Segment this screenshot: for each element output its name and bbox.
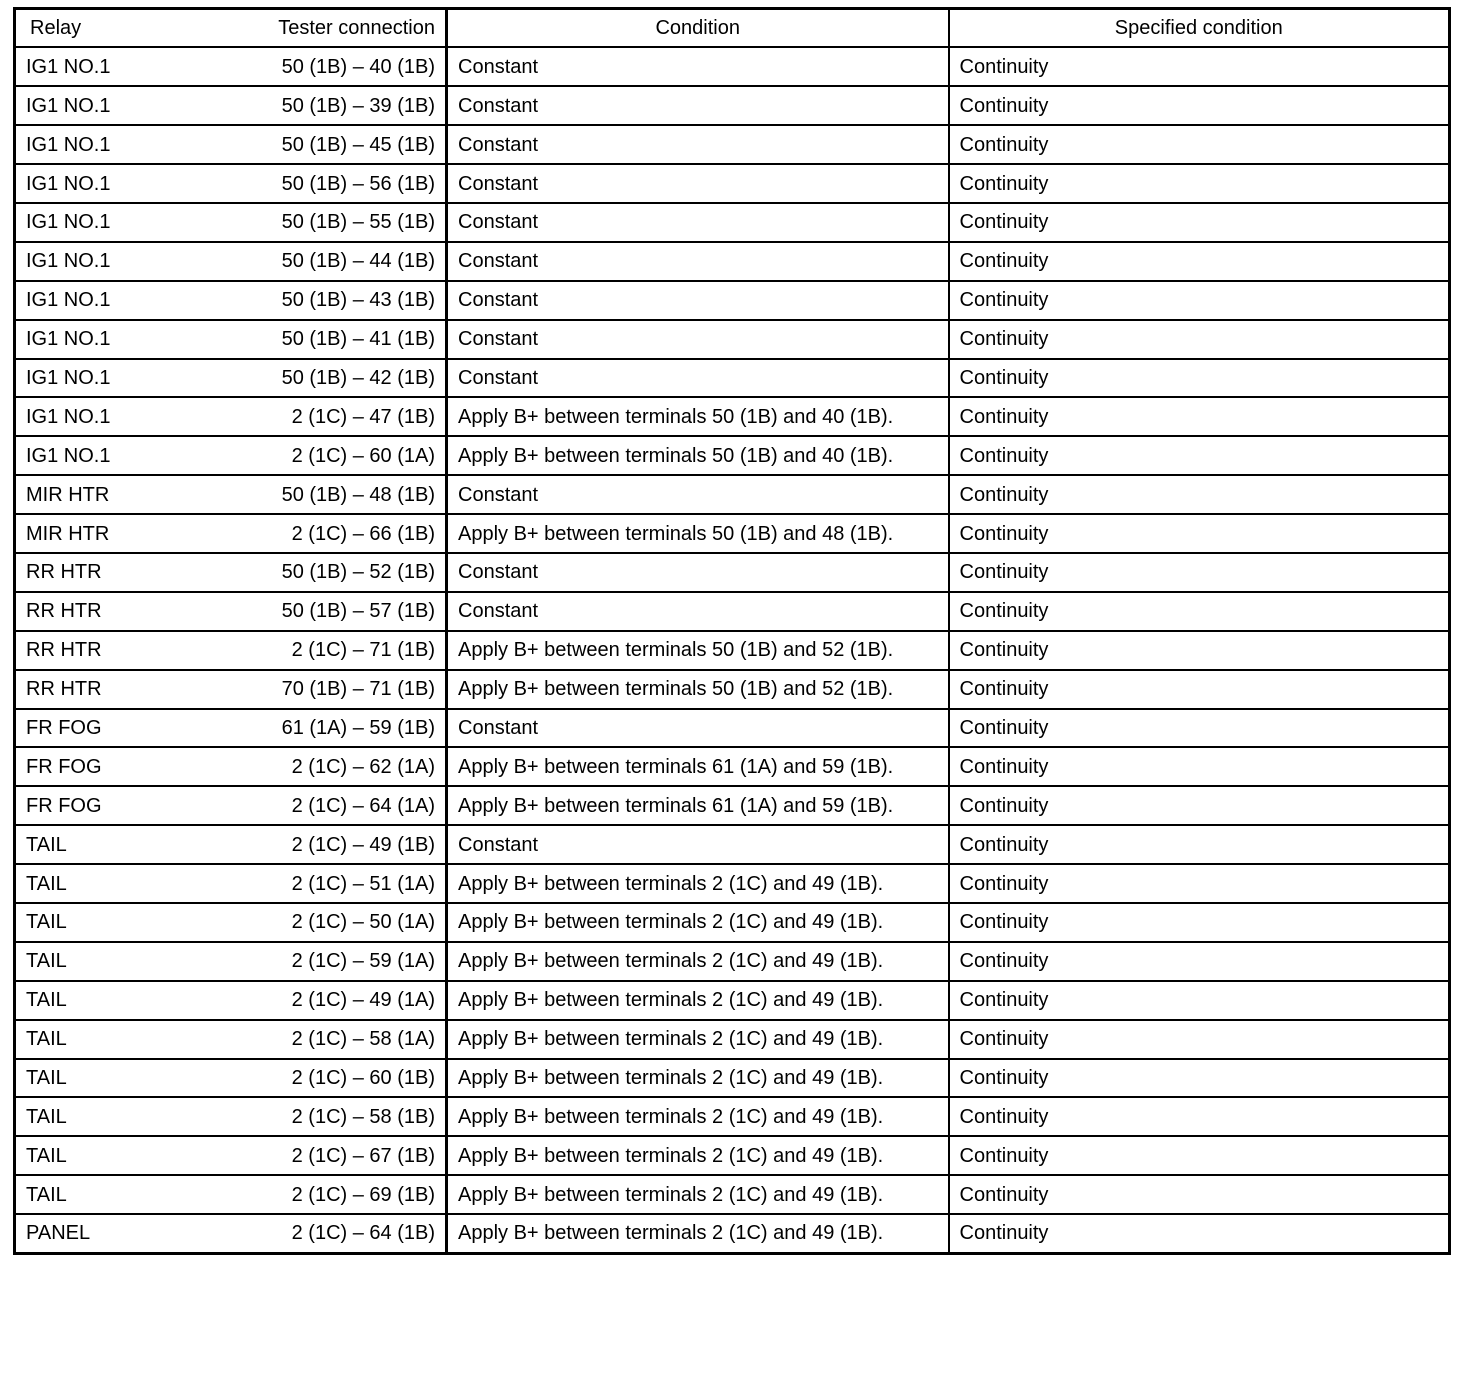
header-tester-connection: Tester connection: [185, 9, 447, 48]
cell-tester-connection: 61 (1A) – 59 (1B): [185, 709, 447, 748]
cell-relay: IG1 NO.1: [15, 86, 185, 125]
cell-condition: Constant: [447, 320, 949, 359]
cell-relay: IG1 NO.1: [15, 397, 185, 436]
relay-continuity-table: [13, 7, 1451, 1255]
cell-specified-condition: Continuity: [949, 709, 1450, 748]
cell-condition: Apply B+ between terminals 2 (1C) and 49 (1B).: [447, 1136, 949, 1175]
cell-condition: Constant: [447, 242, 949, 281]
cell-relay: IG1 NO.1: [15, 436, 185, 475]
cell-condition: Constant: [447, 125, 949, 164]
table-row: [15, 1020, 1450, 1059]
cell-relay: IG1 NO.1: [15, 242, 185, 281]
cell-tester-connection: 50 (1B) – 52 (1B): [185, 553, 447, 592]
table-row: [15, 86, 1450, 125]
table-row: [15, 592, 1450, 631]
cell-specified-condition: Continuity: [949, 942, 1450, 981]
cell-condition: Constant: [447, 592, 949, 631]
cell-condition: Constant: [447, 709, 949, 748]
cell-condition: Apply B+ between terminals 2 (1C) and 49 (1B).: [447, 1097, 949, 1136]
table-row: [15, 242, 1450, 281]
table-row: [15, 1059, 1450, 1098]
cell-condition: Constant: [447, 359, 949, 398]
cell-tester-connection: 2 (1C) – 51 (1A): [185, 864, 447, 903]
cell-condition: Constant: [447, 164, 949, 203]
cell-relay: TAIL: [15, 981, 185, 1020]
cell-tester-connection: 2 (1C) – 58 (1A): [185, 1020, 447, 1059]
cell-condition: Apply B+ between terminals 50 (1B) and 40 (1B).: [447, 436, 949, 475]
cell-tester-connection: 50 (1B) – 41 (1B): [185, 320, 447, 359]
table-body: [15, 47, 1450, 1253]
cell-tester-connection: 50 (1B) – 40 (1B): [185, 47, 447, 86]
table-row: [15, 1136, 1450, 1175]
cell-relay: IG1 NO.1: [15, 203, 185, 242]
cell-relay: RR HTR: [15, 670, 185, 709]
cell-relay: IG1 NO.1: [15, 47, 185, 86]
cell-relay: TAIL: [15, 1097, 185, 1136]
cell-tester-connection: 50 (1B) – 48 (1B): [185, 475, 447, 514]
cell-specified-condition: Continuity: [949, 903, 1450, 942]
header-relay: Relay: [15, 9, 185, 48]
cell-tester-connection: 50 (1B) – 44 (1B): [185, 242, 447, 281]
cell-specified-condition: Continuity: [949, 164, 1450, 203]
cell-tester-connection: 2 (1C) – 47 (1B): [185, 397, 447, 436]
cell-tester-connection: 70 (1B) – 71 (1B): [185, 670, 447, 709]
cell-condition: Constant: [447, 281, 949, 320]
cell-condition: Apply B+ between terminals 50 (1B) and 48 (1B).: [447, 514, 949, 553]
cell-tester-connection: 2 (1C) – 64 (1A): [185, 786, 447, 825]
header-condition: Condition: [447, 9, 949, 48]
cell-relay: TAIL: [15, 942, 185, 981]
cell-specified-condition: Continuity: [949, 125, 1450, 164]
cell-relay: IG1 NO.1: [15, 281, 185, 320]
cell-tester-connection: 50 (1B) – 55 (1B): [185, 203, 447, 242]
cell-relay: TAIL: [15, 903, 185, 942]
table-row: [15, 47, 1450, 86]
cell-specified-condition: Continuity: [949, 203, 1450, 242]
cell-condition: Constant: [447, 825, 949, 864]
table-row: [15, 359, 1450, 398]
cell-relay: TAIL: [15, 1136, 185, 1175]
cell-relay: IG1 NO.1: [15, 320, 185, 359]
cell-relay: FR FOG: [15, 747, 185, 786]
cell-relay: MIR HTR: [15, 475, 185, 514]
cell-specified-condition: Continuity: [949, 631, 1450, 670]
cell-tester-connection: 50 (1B) – 57 (1B): [185, 592, 447, 631]
cell-relay: TAIL: [15, 864, 185, 903]
table-row: [15, 553, 1450, 592]
cell-specified-condition: Continuity: [949, 242, 1450, 281]
cell-tester-connection: 2 (1C) – 71 (1B): [185, 631, 447, 670]
cell-relay: TAIL: [15, 825, 185, 864]
cell-tester-connection: 2 (1C) – 69 (1B): [185, 1175, 447, 1214]
cell-specified-condition: Continuity: [949, 747, 1450, 786]
cell-specified-condition: Continuity: [949, 281, 1450, 320]
cell-condition: Apply B+ between terminals 2 (1C) and 49 (1B).: [447, 1020, 949, 1059]
cell-tester-connection: 50 (1B) – 42 (1B): [185, 359, 447, 398]
cell-condition: Apply B+ between terminals 2 (1C) and 49 (1B).: [447, 981, 949, 1020]
cell-relay: TAIL: [15, 1020, 185, 1059]
table-row: [15, 709, 1450, 748]
table-row: [15, 436, 1450, 475]
cell-condition: Constant: [447, 553, 949, 592]
cell-specified-condition: Continuity: [949, 514, 1450, 553]
cell-condition: Apply B+ between terminals 2 (1C) and 49 (1B).: [447, 1214, 949, 1253]
table-row: [15, 125, 1450, 164]
cell-condition: Constant: [447, 47, 949, 86]
cell-specified-condition: Continuity: [949, 1175, 1450, 1214]
cell-condition: Apply B+ between terminals 61 (1A) and 59 (1B).: [447, 786, 949, 825]
cell-relay: RR HTR: [15, 553, 185, 592]
cell-tester-connection: 2 (1C) – 59 (1A): [185, 942, 447, 981]
cell-specified-condition: Continuity: [949, 670, 1450, 709]
table-row: [15, 1175, 1450, 1214]
table-row: [15, 747, 1450, 786]
table-row: [15, 514, 1450, 553]
cell-specified-condition: Continuity: [949, 1059, 1450, 1098]
table-row: [15, 903, 1450, 942]
cell-relay: IG1 NO.1: [15, 125, 185, 164]
cell-specified-condition: Continuity: [949, 1214, 1450, 1253]
table-row: [15, 786, 1450, 825]
cell-tester-connection: 50 (1B) – 43 (1B): [185, 281, 447, 320]
table-row: [15, 825, 1450, 864]
table-row: [15, 864, 1450, 903]
cell-tester-connection: 2 (1C) – 67 (1B): [185, 1136, 447, 1175]
cell-tester-connection: 50 (1B) – 39 (1B): [185, 86, 447, 125]
cell-tester-connection: 50 (1B) – 56 (1B): [185, 164, 447, 203]
cell-specified-condition: Continuity: [949, 825, 1450, 864]
cell-tester-connection: 2 (1C) – 64 (1B): [185, 1214, 447, 1253]
cell-condition: Apply B+ between terminals 50 (1B) and 52 (1B).: [447, 670, 949, 709]
cell-specified-condition: Continuity: [949, 397, 1450, 436]
table-row: [15, 203, 1450, 242]
cell-specified-condition: Continuity: [949, 981, 1450, 1020]
cell-condition: Apply B+ between terminals 2 (1C) and 49 (1B).: [447, 1175, 949, 1214]
cell-condition: Constant: [447, 475, 949, 514]
cell-tester-connection: 2 (1C) – 58 (1B): [185, 1097, 447, 1136]
cell-relay: MIR HTR: [15, 514, 185, 553]
cell-tester-connection: 50 (1B) – 45 (1B): [185, 125, 447, 164]
table-row: [15, 631, 1450, 670]
cell-tester-connection: 2 (1C) – 49 (1B): [185, 825, 447, 864]
cell-specified-condition: Continuity: [949, 475, 1450, 514]
cell-specified-condition: Continuity: [949, 359, 1450, 398]
relay-inspection-sheet: [13, 7, 1448, 1255]
table-row: [15, 475, 1450, 514]
table-row: [15, 670, 1450, 709]
cell-tester-connection: 2 (1C) – 49 (1A): [185, 981, 447, 1020]
cell-relay: TAIL: [15, 1175, 185, 1214]
table-row: [15, 397, 1450, 436]
cell-relay: FR FOG: [15, 786, 185, 825]
cell-relay: RR HTR: [15, 631, 185, 670]
cell-condition: Apply B+ between terminals 2 (1C) and 49 (1B).: [447, 864, 949, 903]
cell-specified-condition: Continuity: [949, 1097, 1450, 1136]
cell-relay: TAIL: [15, 1059, 185, 1098]
cell-specified-condition: Continuity: [949, 786, 1450, 825]
cell-relay: IG1 NO.1: [15, 164, 185, 203]
cell-tester-connection: 2 (1C) – 60 (1A): [185, 436, 447, 475]
table-row: [15, 1097, 1450, 1136]
cell-tester-connection: 2 (1C) – 66 (1B): [185, 514, 447, 553]
cell-condition: Apply B+ between terminals 50 (1B) and 52 (1B).: [447, 631, 949, 670]
cell-specified-condition: Continuity: [949, 47, 1450, 86]
cell-relay: IG1 NO.1: [15, 359, 185, 398]
cell-condition: Apply B+ between terminals 2 (1C) and 49 (1B).: [447, 1059, 949, 1098]
cell-specified-condition: Continuity: [949, 1136, 1450, 1175]
cell-tester-connection: 2 (1C) – 60 (1B): [185, 1059, 447, 1098]
cell-condition: Constant: [447, 203, 949, 242]
table-row: [15, 981, 1450, 1020]
cell-condition: Apply B+ between terminals 2 (1C) and 49 (1B).: [447, 942, 949, 981]
cell-specified-condition: Continuity: [949, 592, 1450, 631]
cell-relay: PANEL: [15, 1214, 185, 1253]
table-row: [15, 164, 1450, 203]
table-row: [15, 281, 1450, 320]
cell-tester-connection: 2 (1C) – 62 (1A): [185, 747, 447, 786]
cell-tester-connection: 2 (1C) – 50 (1A): [185, 903, 447, 942]
cell-relay: RR HTR: [15, 592, 185, 631]
table-row: [15, 320, 1450, 359]
cell-condition: Apply B+ between terminals 61 (1A) and 59 (1B).: [447, 747, 949, 786]
cell-condition: Apply B+ between terminals 50 (1B) and 40 (1B).: [447, 397, 949, 436]
cell-specified-condition: Continuity: [949, 1020, 1450, 1059]
cell-specified-condition: Continuity: [949, 436, 1450, 475]
cell-condition: Constant: [447, 86, 949, 125]
cell-relay: FR FOG: [15, 709, 185, 748]
cell-specified-condition: Continuity: [949, 86, 1450, 125]
table-row: [15, 1214, 1450, 1253]
cell-specified-condition: Continuity: [949, 864, 1450, 903]
header-row: [15, 9, 1450, 48]
cell-specified-condition: Continuity: [949, 553, 1450, 592]
header-specified-condition: Specified condition: [949, 9, 1450, 48]
cell-specified-condition: Continuity: [949, 320, 1450, 359]
cell-condition: Apply B+ between terminals 2 (1C) and 49 (1B).: [447, 903, 949, 942]
table-row: [15, 942, 1450, 981]
